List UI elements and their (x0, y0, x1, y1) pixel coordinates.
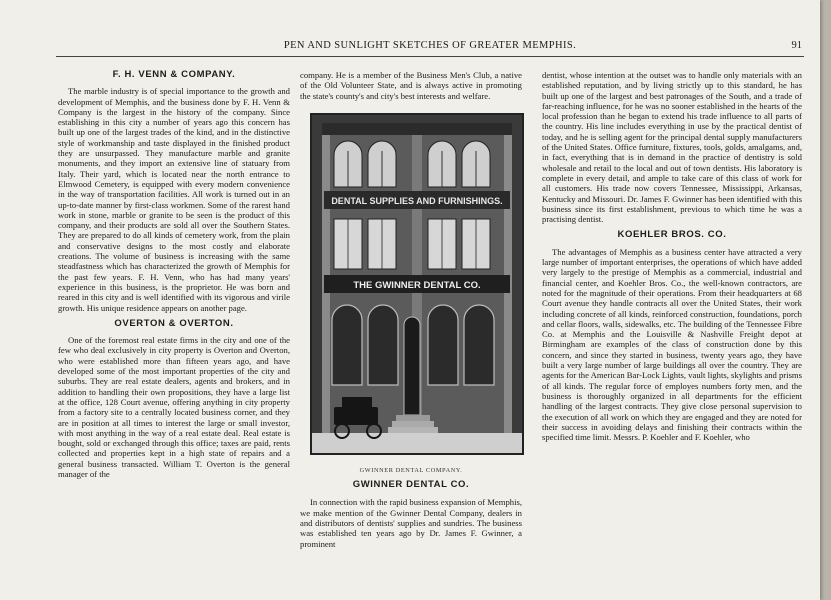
page-header (56, 38, 804, 57)
overton-heading: OVERTON & OVERTON. (114, 317, 234, 329)
gwinner-article-continued: dentist, whose intention at the outset was to handle only materials with an established reputation, and by living strictly up to this standard, he has built up one of the largest and best patronages of the South, and a trade of far-reaching influence, for he was no sooner established in the hearts of the local profession than he began to extend his trade influence to all parts of the country. His line includes everything in use by the practical dentist of today, and he is selling agent for the principal dental supply manufacturers of the United States. Office furniture, fixtures, tools, golds, amalgams, and, in fact, everything that is in demand in the practice of dentistry is sold wholesale and retail to the local and out of town dentists. His laboratory is complete in every detail, and ample to take care of this class of work for all customers. His trade now covers Tennessee, Mississippi, Arkansas, Kentucky and Missouri. Dr. James F. Gwinner has been identified with this business since its first establishment, previous to which time he was a practising dentist. (542, 70, 802, 225)
right-column (542, 70, 802, 442)
koehler-article-text: The advantages of Memphis as a business center have attracted a very large number of important enterprises, the operations of which have added very largely to the prestige of Memphis as a commercial, industrial and financial center, and Koehler Bros. Co., the well-known contractors, are noted for the magnitude of their operations. From their headquarters at 68 Court avenue they handle contracts all over the United States, their work including concrete of all kinds, reinforced construction, foundations, porch and cellar floors, walls, sidewalks, etc. The building of the Tennessee Fibre Co. at Memphis and the Louisville & Nashville Freight depot at Birmingham are examples of the class of construction done by this concern, and since they started in business, twenty years ago, they have built a very large number of large buildings all over the country. They are agents for the American Bar-Lock Lights, vault lights, skylights and prisms of all kinds. The regular force of employes numbers forty men, and the business is thoroughly organized in all departments for the efficient handling of the largest contracts. They give close personal supervision to the execution of all work on which they are engaged and they are noted for their success in avoiding delays and finishing their contracts within the specified time limit. Messrs. P. Koehler and F. Koehler, who (542, 246, 802, 443)
venn-heading: F. H. VENN & COMPANY. (112, 69, 236, 80)
gwinner-building-photo (310, 113, 524, 455)
middle-column (300, 70, 522, 549)
photo-caption: GWINNER DENTAL COMPANY. (359, 466, 463, 474)
left-column (58, 70, 290, 479)
page-number: 91 (791, 40, 802, 51)
sign-dental-supplies: DENTAL SUPPLIES AND FURNISHINGS. (331, 195, 503, 206)
overton-article-continued: company. He is a member of the Business Men's Club, a native of the Old Volunteer State, and is always active in promoting the state's county's and city's best interests and welfare. (300, 70, 522, 101)
gwinner-heading: GWINNER DENTAL CO. (352, 479, 470, 491)
running-title: PEN AND SUNLIGHT SKETCHES OF GREATER MEMPHIS. (283, 40, 577, 51)
gwinner-article-text: In connection with the rapid business expansion of Memphis, we make mention of the Gwinner Dental Company, dealers in and distributors of dentists' supplies and sundries. The business was established ten years ago by Dr. James F. Gwinner, a prominent (300, 497, 522, 549)
koehler-heading: KOEHLER BROS. CO. (617, 229, 727, 241)
overton-article-text: One of the foremost real estate firms in the city and one of the few who deal exclusively in city property is Overton and Overton, who were established more than fifteen years ago, and have developed some of the most important properties of the city and suburbs. They are real estate dealers, agents and brokers, and in addition to handling their own propositions, they have a large list at the office, 128 Court avenue, offering anything in city property from a factory site to a centrally located business corner, and they are in position at all times to interest the large or small investor, with most anything in the way of a real estate deal. Real estate is bought, sold or exchanged through this office; taxes are paid, rents collected and properties kept in a high state of repairs and a general business transacted. William T. Overton is the general manager of the (58, 335, 290, 479)
building-illustration (312, 115, 522, 453)
sign-gwinner-dental: THE GWINNER DENTAL CO. (353, 279, 481, 291)
venn-article-text: The marble industry is of special importance to the growth and development of Memphis, and the business done by F. H. Venn & Company is the largest in the history of the company. Since establishing in this city a number of years ago this concern has built up one of the largest trades of the kind, and in the distinctive style of workmanship and taste displayed in the finished product they are unsurpassed. They manufacture marble and granite monuments, and they import an extensive line of statuary from Italy. Their yard, which is located near the north entrance to Elmwood Cemetery, is equipped with every modern convenience in the way of transportation facilities. All work is turned out in an up-to-date manner by first-class workmen. Some of the rarest hand work in stone, marble or granite to be seen is the product of this company, and their products are sold all over the Southern States. They are prepared to do all kinds of cemetery work, from the plain and conservative designs to the most costly and elaborate creations. The volume of business is increasing with the same steadfastness which has characterized the growth of Memphis for the past few years. F. H. Venn, who has had many years' experience in this business, is the proprietor. He was born and reared in this city and is well identified with its vigorous and virile growth. His unique residence appears on another page. (58, 86, 290, 313)
